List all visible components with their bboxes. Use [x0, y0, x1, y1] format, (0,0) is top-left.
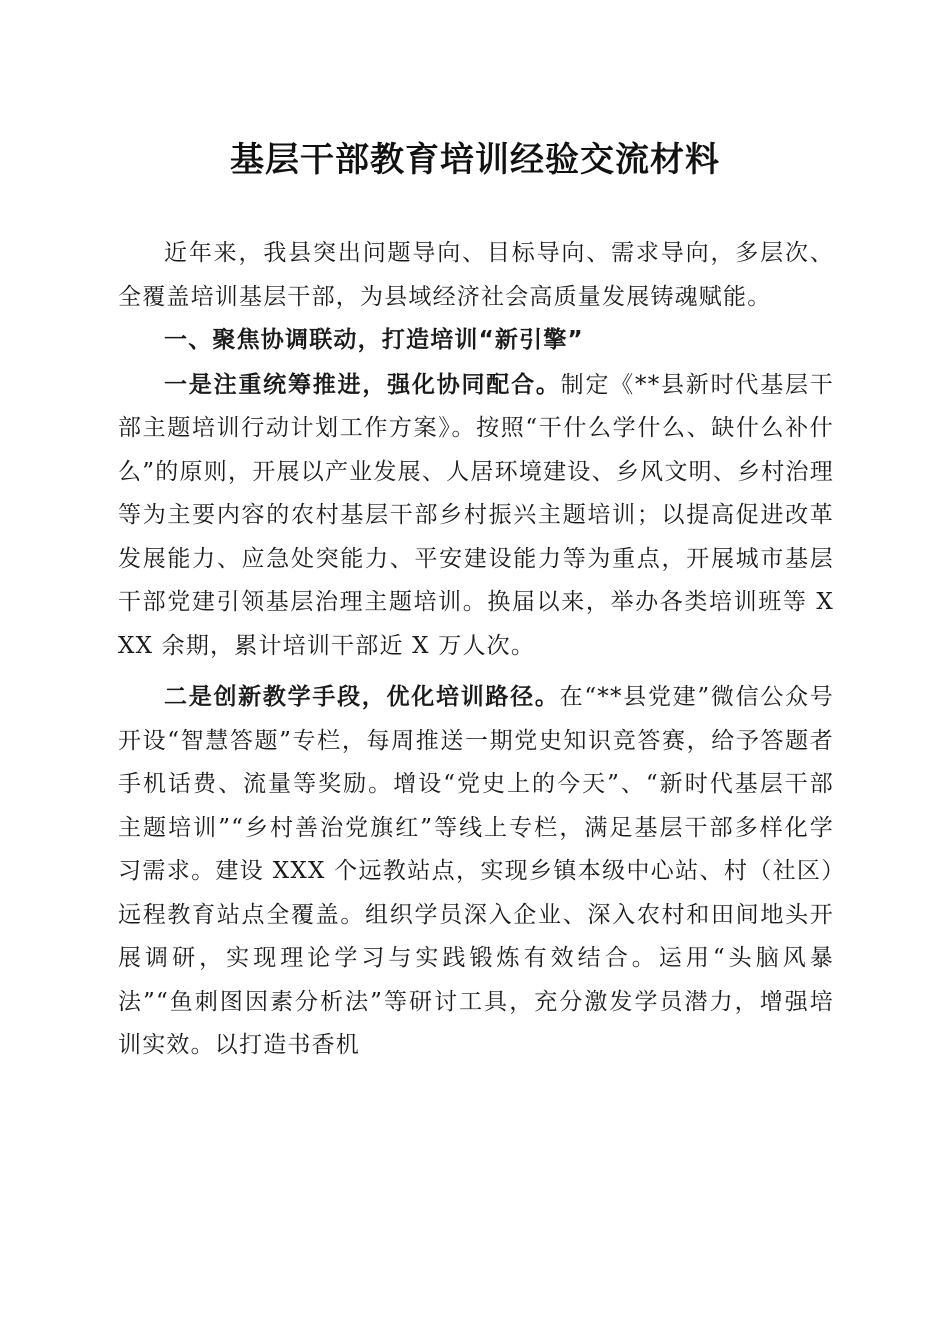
paragraph-1-lead: 一是注重统筹推进，强化协同配合。 [164, 370, 561, 398]
paragraph-2-text: 在“**县党建”微信公众号开设“智慧答题”专栏，每周推送一期党史知识竞答赛，给予答题者手机话费、流量等奖励。增设“党史上的今天”、“新时代基层干部主题培训”“乡村善治党旗红”等线上专栏，满足基层干部多样化学习需求。建设 XXX 个远教站点，实现乡镇本级中心站、村（社区）远程教育站点全覆盖。组织学员深入企业、深入农村和田间地头开展调研，实现理论学习与实践锻炼有效结合。运用“头脑风暴法”“鱼刺图因素分析法”等研讨工具，充分激发学员潜力，增强培训实效。以打造书香机 [118, 684, 835, 1058]
paragraph-2 [118, 675, 834, 1068]
intro-paragraph: 近年来，我县突出问题导向、目标导向、需求导向，多层次、全覆盖培训基层干部，为县域经济社会高质量发展铸魂赋能。 [118, 240, 834, 310]
document-title: 基层干部教育培训经验交流材料 [230, 140, 720, 180]
paragraph-1 [118, 363, 834, 669]
paragraph-2-lead: 二是创新教学手段，优化培训路径。 [164, 683, 560, 710]
paragraph-1-text: 制定《**县新时代基层干部主题培训行动计划工作方案》。按照“干什么学什么、缺什么补什么”的原则，开展以产业发展、人居环境建设、乡风文明、乡村治理等为主要内容的农村基层干部乡村振兴主题培训；以提高促进改革发展能力、应急处突能力、平安建设能力等为重点，开展城市基层干部党建引领基层治理主题培训。换届以来，举办各类培训班等 XXX 余期，累计培训干部近 X 万人次。 [118, 371, 834, 659]
document-body [118, 232, 834, 1068]
section-heading-1: 一、聚焦协调联动，打造培训“新引擎” [164, 327, 584, 353]
